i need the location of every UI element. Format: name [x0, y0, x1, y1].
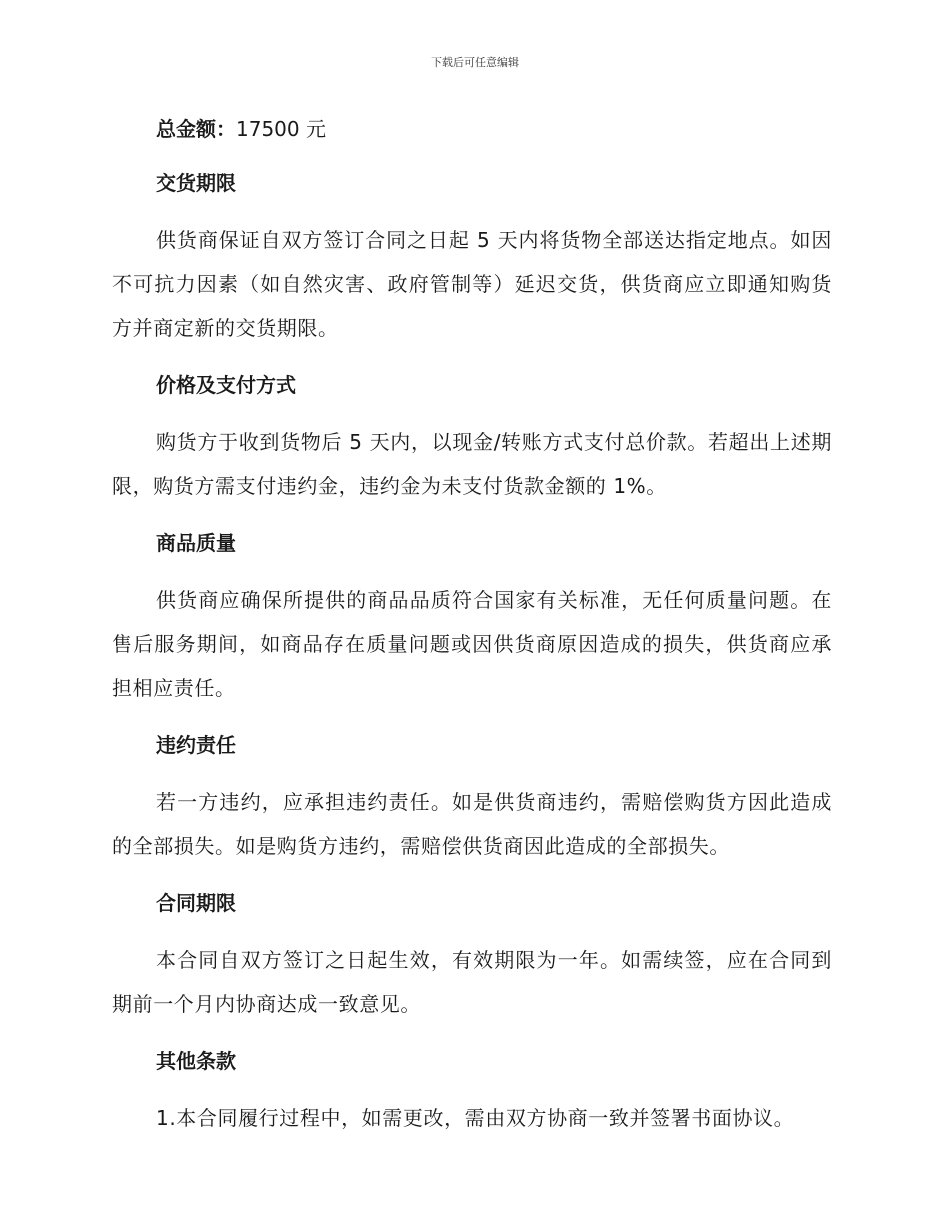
- section-heading: 其他条款: [156, 1049, 236, 1073]
- total-amount-value: 17500 元: [236, 117, 326, 141]
- header-note: 下载后可任意编辑: [431, 56, 519, 69]
- section-paragraph: 若一方违约，应承担违约责任。如是供货商违约，需赔偿购货方因此造成的全部损失。如是购货方违约，需赔偿供货商因此造成的全部损失。: [112, 790, 832, 858]
- section-price-payment: [112, 366, 832, 508]
- document-body: [112, 110, 832, 1140]
- section-heading: 违约责任: [156, 733, 236, 757]
- section-breach: [112, 726, 832, 868]
- total-amount-label: 总金额：: [156, 117, 236, 141]
- section-paragraph: 1.本合同履行过程中，如需更改，需由双方协商一致并签署书面协议。: [156, 1106, 795, 1130]
- section-paragraph: 供货商保证自双方签订合同之日起 5 天内将货物全部送达指定地点。如因不可抗力因素（如自然灾害、政府管制等）延迟交货，供货商应立即通知购货方并商定新的交货期限。: [112, 228, 832, 340]
- section-quality: [112, 524, 832, 710]
- section-paragraph: 本合同自双方签订之日起生效，有效期限为一年。如需续签，应在合同到期前一个月内协商达成一致意见。: [112, 948, 832, 1016]
- section-heading: 商品质量: [156, 531, 236, 555]
- total-amount: [112, 110, 832, 148]
- section-heading: 合同期限: [156, 891, 236, 915]
- section-heading: 价格及支付方式: [156, 373, 296, 397]
- section-heading: 交货期限: [156, 171, 236, 195]
- section-term: [112, 884, 832, 1026]
- section-delivery: [112, 164, 832, 350]
- section-other-terms: [112, 1042, 832, 1140]
- section-paragraph: 购货方于收到货物后 5 天内，以现金/转账方式支付总价款。若超出上述期限，购货方需支付违约金，违约金为未支付货款金额的 1%。: [112, 430, 832, 498]
- section-paragraph: 供货商应确保所提供的商品品质符合国家有关标准，无任何质量问题。在售后服务期间，如商品存在质量问题或因供货商原因造成的损失，供货商应承担相应责任。: [112, 588, 832, 700]
